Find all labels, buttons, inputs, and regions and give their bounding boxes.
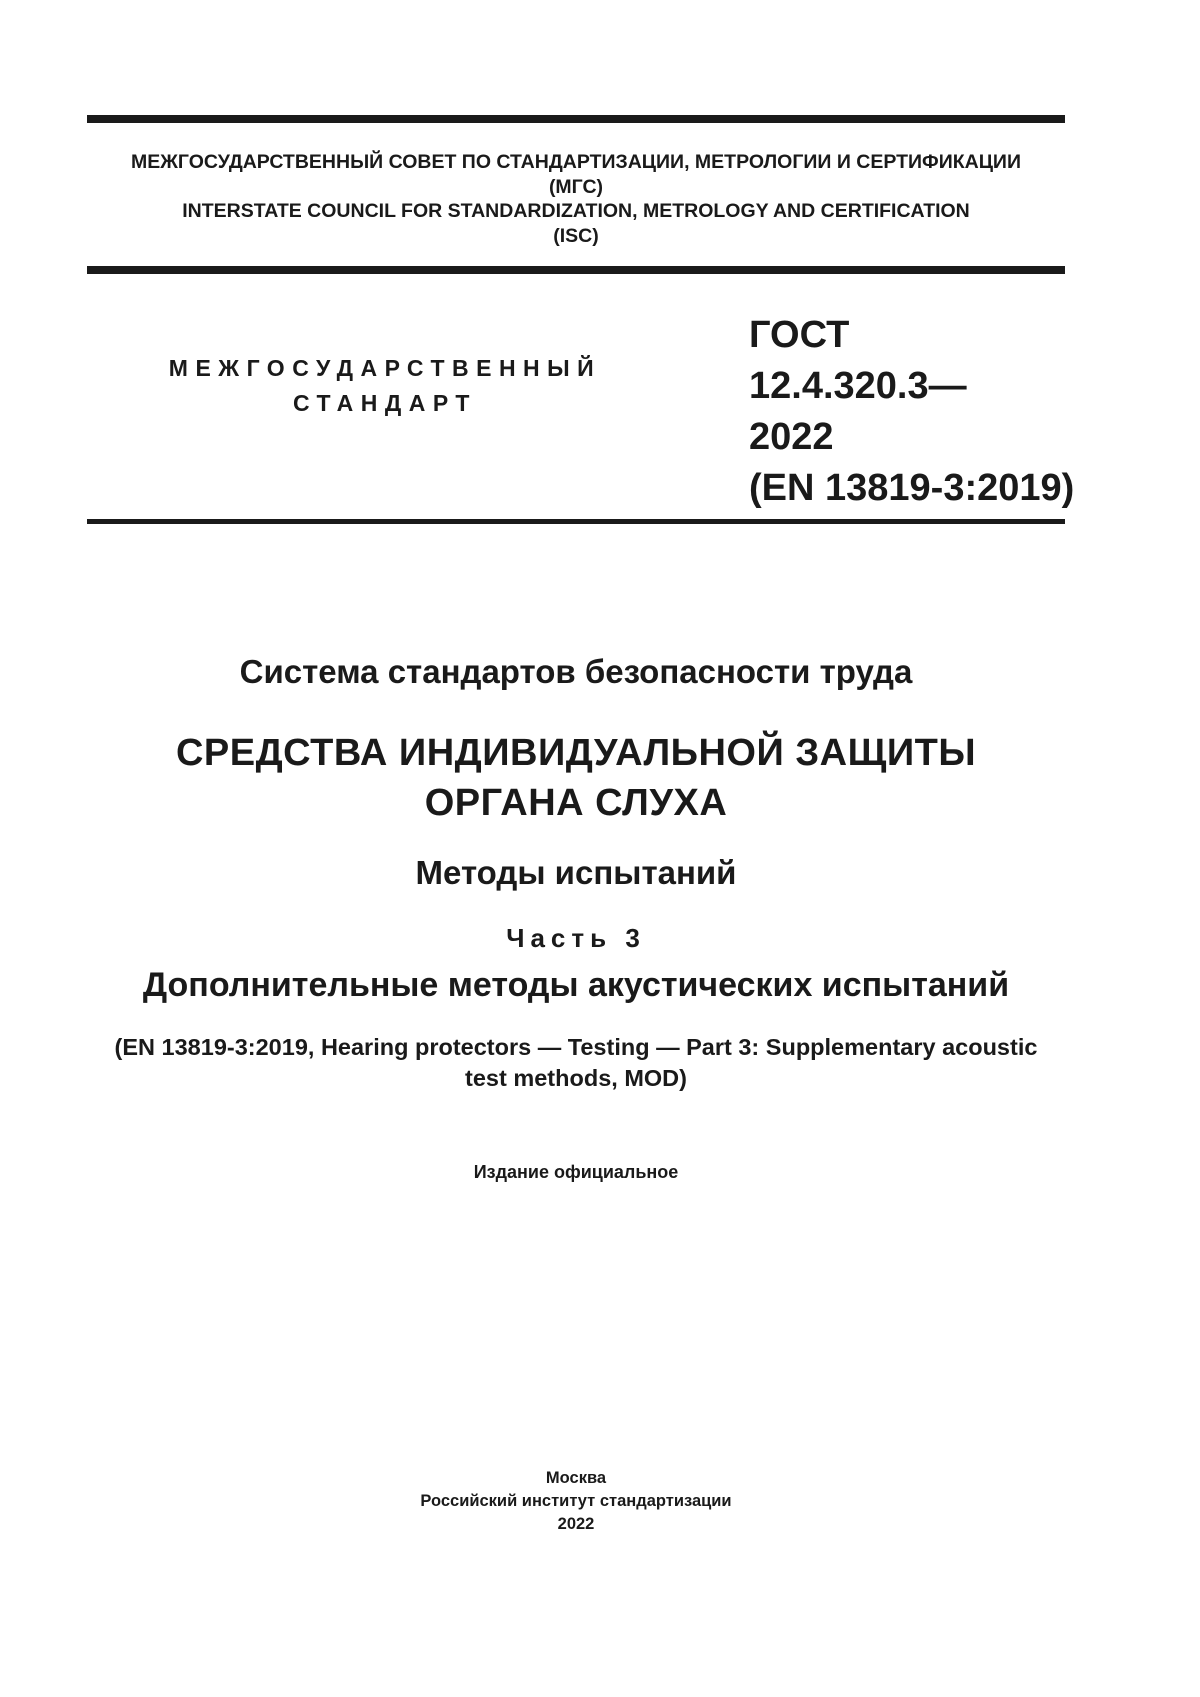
- designation-divider-rule: [87, 519, 1065, 524]
- main-title-line2: ОРГАНА СЛУХА: [424, 782, 728, 824]
- standard-type-line2: СТАНДАРТ: [293, 390, 477, 416]
- designation-equivalent: (EN 13819-3:2019): [749, 467, 1075, 509]
- imprint-publisher: Российский институт стандартизации: [420, 1492, 732, 1510]
- edition-label: Издание официальное: [473, 1162, 679, 1182]
- standard-type-label: [150, 351, 620, 421]
- standard-designation: [749, 310, 1074, 514]
- designation-number: 12.4.320.3—: [749, 365, 967, 407]
- council-divider-rule: [87, 266, 1065, 274]
- en-reference-line2: test methods, MOD): [465, 1065, 687, 1091]
- standard-type-line1: МЕЖГОСУДАРСТВЕННЫЙ: [168, 355, 602, 381]
- part-label: Часть 3: [506, 923, 646, 953]
- series-title: Система стандартов безопасности труда: [239, 653, 913, 690]
- main-title: [87, 728, 1065, 828]
- council-abbr-ru: (МГС): [548, 175, 604, 198]
- council-name-ru: МЕЖГОСУДАРСТВЕННЫЙ СОВЕТ ПО СТАНДАРТИЗАЦИИ, МЕТРОЛОГИИ И СЕРТИФИКАЦИИ: [131, 151, 1021, 173]
- council-abbr-en: (ISC): [553, 224, 599, 247]
- designation-year: 2022: [749, 416, 834, 458]
- imprint-city: Москва: [545, 1469, 607, 1487]
- top-rule: [87, 115, 1065, 123]
- council-name-en: INTERSTATE COUNCIL FOR STANDARDIZATION, METROLOGY AND CERTIFICATION: [182, 200, 970, 222]
- main-title-line1: СРЕДСТВА ИНДИВИДУАЛЬНОЙ ЗАЩИТЫ: [175, 732, 977, 774]
- imprint: [87, 1467, 1065, 1536]
- council-header: [87, 150, 1065, 248]
- en-reference-line1: (EN 13819-3:2019, Hearing protectors — Testing — Part 3: Supplementary acoustic: [114, 1034, 1038, 1060]
- imprint-year: 2022: [557, 1515, 595, 1533]
- part-title: Дополнительные методы акустических испытаний: [142, 966, 1010, 1004]
- methods-title: Методы испытаний: [415, 854, 737, 891]
- en-reference: [87, 1032, 1065, 1094]
- designation-prefix: ГОСТ: [749, 314, 850, 356]
